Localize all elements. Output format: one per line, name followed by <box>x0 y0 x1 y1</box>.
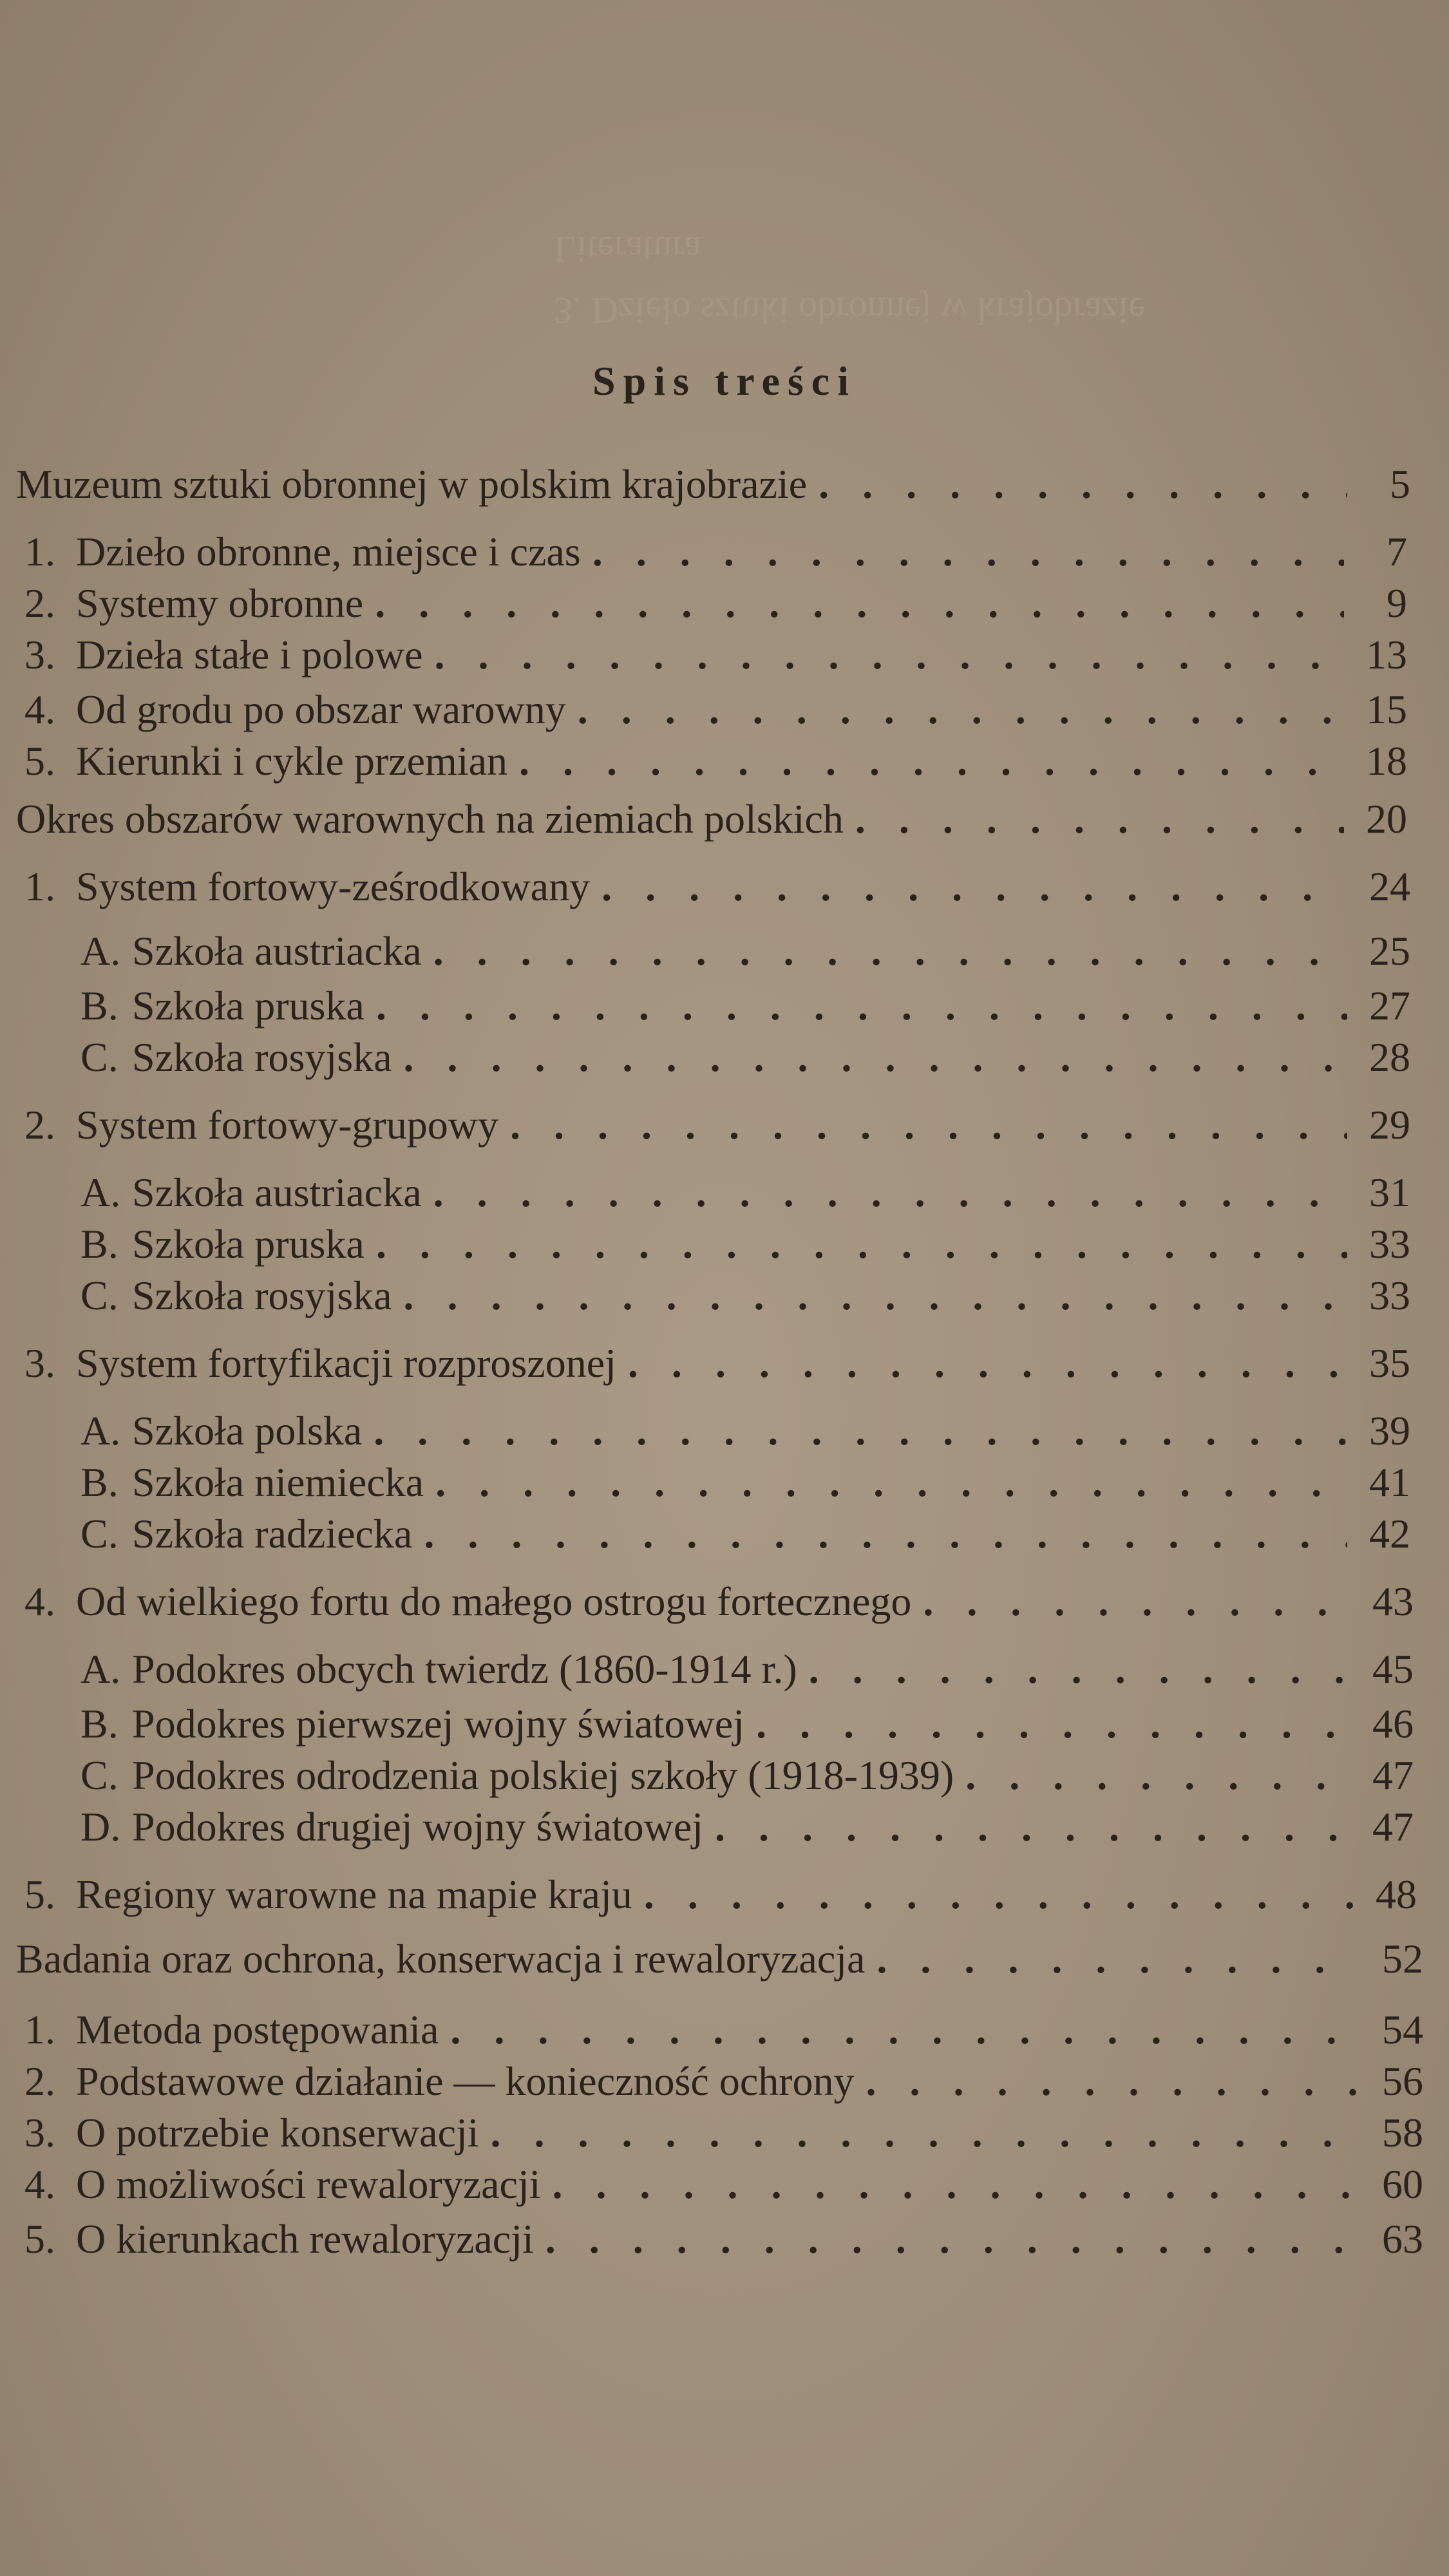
dot-leader <box>601 866 1347 907</box>
toc-entry-page-number: 25 <box>1369 928 1410 974</box>
bleed-line: 3. Dzieło sztuki obronnej w krajobrazie <box>554 290 1146 332</box>
dot-leader <box>404 1037 1348 1078</box>
toc-entry-number: A. <box>80 1170 121 1215</box>
toc-entry-title: Regiony warowne na mapie kraju <box>76 1871 632 1917</box>
dot-leader <box>756 1703 1350 1745</box>
dot-leader <box>923 1581 1350 1622</box>
toc-entry <box>24 1104 1410 1146</box>
toc-entry-page-number: 54 <box>1382 2007 1423 2052</box>
toc-entry-page-number: 9 <box>1387 580 1407 626</box>
toc-entry-page-number: 42 <box>1369 1511 1410 1557</box>
toc-entry-page-number: 47 <box>1372 1804 1414 1850</box>
toc-entry-title: Od grodu po obszar warowny <box>76 687 566 732</box>
toc-entry-page-number: 5 <box>1390 461 1410 507</box>
toc-entry-page-number: 18 <box>1366 738 1407 784</box>
toc-entry-number: B. <box>80 1459 118 1505</box>
toc-entry-title: Dzieła stałe i polowe <box>76 632 423 677</box>
toc-entry-title: System fortowy-grupowy <box>76 1102 498 1148</box>
toc-entry-title: Szkoła pruska <box>132 1221 365 1267</box>
toc-entry-number: 5. <box>24 738 55 784</box>
toc-entry-title: Szkoła austriacka <box>132 1170 422 1215</box>
toc-entry-title: Okres obszarów warownych na ziemiach polskich <box>16 796 844 842</box>
toc-entry <box>24 531 1407 573</box>
toc-entry-title: Podokres odrodzenia polskiej szkoły (1918-1939) <box>132 1752 954 1798</box>
toc-entry-page-number: 31 <box>1369 1170 1410 1215</box>
toc-entry-page-number: 63 <box>1382 2216 1423 2262</box>
toc-section-entry <box>16 796 1407 842</box>
toc-entry-page-number: 39 <box>1369 1408 1410 1454</box>
toc-entry-title: Podokres obcych twierdz (1860-1914 r.) <box>132 1646 797 1692</box>
toc-entry <box>80 1513 1410 1555</box>
toc-entry <box>80 1806 1414 1848</box>
dot-leader <box>450 2009 1360 2050</box>
toc-entry-page-number: 35 <box>1369 1340 1410 1386</box>
toc-entry <box>24 866 1410 907</box>
dot-leader <box>965 1755 1350 1796</box>
toc-entry-number: 2. <box>24 1102 55 1148</box>
toc-entry-title: Szkoła pruska <box>132 983 365 1028</box>
toc-entry-title: System fortowy-ześrodkowany <box>76 864 591 909</box>
toc-entry-page-number: 45 <box>1372 1646 1414 1692</box>
toc-entry-title: Podokres drugiej wojny światowej <box>132 1804 703 1850</box>
toc-entry-title: O kierunkach rewaloryzacji <box>76 2216 534 2262</box>
toc-entry-number: 1. <box>24 2007 55 2052</box>
dot-leader <box>376 1224 1347 1265</box>
dot-leader <box>578 689 1344 730</box>
toc-entry-page-number: 41 <box>1369 1459 1410 1505</box>
toc-entry-title: Muzeum sztuki obronnej w polskim krajobrazie <box>16 461 808 507</box>
toc-entry-title: Od wielkiego fortu do małego ostrogu fortecznego <box>76 1578 912 1624</box>
dot-leader <box>424 1513 1347 1555</box>
toc-entry <box>24 2112 1423 2154</box>
toc-entry-title: Dzieło obronne, miejsce i czas <box>76 529 581 574</box>
toc-entry <box>80 1275 1410 1316</box>
toc-entry-number: 5. <box>24 2216 55 2262</box>
toc-section-entry <box>16 461 1410 507</box>
toc-entry-number: 4. <box>24 2161 55 2207</box>
toc-entry-number: 3. <box>24 632 55 677</box>
toc-entry-page-number: 28 <box>1369 1034 1410 1080</box>
toc-entry-title: Podstawowe działanie — konieczność ochrony <box>76 2058 855 2104</box>
bleed-line: Literatura <box>554 229 701 270</box>
dot-leader <box>715 1806 1350 1848</box>
toc-entry-title: Podokres pierwszej wojny światowej <box>132 1701 744 1747</box>
toc-entry <box>24 2216 1423 2262</box>
toc-entry <box>24 2161 1423 2207</box>
toc-entry-page-number: 46 <box>1372 1701 1414 1747</box>
toc-entry-number: 3. <box>24 2110 55 2155</box>
toc-entry-page-number: 15 <box>1366 687 1407 732</box>
toc-entry-title: Szkoła rosyjska <box>132 1034 392 1080</box>
toc-entry-title: Kierunki i cykle przemian <box>76 738 507 784</box>
toc-entry-page-number: 56 <box>1382 2058 1423 2104</box>
toc-entry <box>24 689 1407 730</box>
toc-entry <box>80 1703 1414 1745</box>
dot-leader <box>628 1343 1347 1384</box>
dot-leader <box>433 1172 1347 1213</box>
toc-entry-title: Szkoła niemiecka <box>132 1459 424 1505</box>
toc-entry-page-number: 7 <box>1387 529 1407 574</box>
toc-entry <box>24 738 1407 784</box>
toc-entry <box>80 1221 1410 1267</box>
toc-entry <box>80 1752 1414 1798</box>
toc-entry-number: 2. <box>24 580 55 626</box>
toc-entry-number: 5. <box>24 1871 55 1917</box>
toc-entry <box>24 1871 1417 1917</box>
toc-entry <box>24 2009 1423 2050</box>
dot-leader <box>866 2061 1360 2102</box>
toc-entry-page-number: 47 <box>1372 1752 1414 1798</box>
dot-leader <box>855 799 1344 840</box>
toc-entry <box>24 634 1407 676</box>
page-title: Spis treści <box>592 358 857 404</box>
dot-leader <box>376 985 1347 1027</box>
dot-leader <box>876 1938 1360 1980</box>
toc-section-entry <box>16 1938 1423 1980</box>
toc-entry-number: A. <box>80 1646 121 1692</box>
toc-entry-number: C. <box>80 1273 118 1318</box>
dot-leader <box>644 1874 1354 1915</box>
toc-entry-number: 1. <box>24 529 55 574</box>
toc-entry-title: Systemy obronne <box>76 580 364 626</box>
dot-leader <box>510 1104 1347 1146</box>
toc-entry-page-number: 29 <box>1369 1102 1410 1148</box>
toc-entry-number: C. <box>80 1752 118 1798</box>
toc-entry-page-number: 13 <box>1366 632 1407 677</box>
toc-entry-page-number: 33 <box>1369 1273 1410 1318</box>
toc-entry <box>24 580 1407 626</box>
toc-entry-page-number: 48 <box>1376 1871 1417 1917</box>
toc-entry-title: O potrzebie konserwacji <box>76 2110 479 2155</box>
toc-entry-title: Szkoła polska <box>132 1408 363 1454</box>
toc-entry <box>80 1459 1410 1505</box>
toc-entry-page-number: 27 <box>1369 983 1410 1028</box>
dot-leader <box>809 1649 1350 1690</box>
toc-entry-page-number: 60 <box>1382 2161 1423 2207</box>
toc-entry <box>24 2058 1423 2104</box>
toc-entry-number: A. <box>80 1408 121 1454</box>
toc-entry-number: B. <box>80 1701 118 1747</box>
toc-entry-number: 1. <box>24 864 55 909</box>
toc-entry <box>24 1340 1410 1386</box>
toc-entry <box>80 928 1410 974</box>
toc-entry <box>80 1034 1410 1080</box>
dot-leader <box>374 1410 1347 1452</box>
dot-leader <box>592 531 1344 573</box>
toc-entry-number: B. <box>80 983 118 1028</box>
toc-entry-title: Metoda postępowania <box>76 2007 439 2052</box>
toc-entry <box>80 1172 1410 1213</box>
toc-entry-page-number: 33 <box>1369 1221 1410 1267</box>
dot-leader <box>545 2219 1360 2260</box>
toc-entry-number: C. <box>80 1034 118 1080</box>
toc-entry-number: 3. <box>24 1340 55 1386</box>
toc-entry <box>80 985 1410 1027</box>
toc-entry-number: A. <box>80 928 121 974</box>
toc-entry-page-number: 52 <box>1382 1936 1423 1982</box>
toc-entry-number: C. <box>80 1511 118 1557</box>
dot-leader <box>433 931 1347 972</box>
dot-leader <box>491 2112 1360 2154</box>
toc-entry-number: 2. <box>24 2058 55 2104</box>
toc-entry-title: Szkoła rosyjska <box>132 1273 392 1318</box>
toc-entry-page-number: 43 <box>1372 1578 1414 1624</box>
dot-leader <box>404 1275 1348 1316</box>
toc-entry-title: Badania oraz ochrona, konserwacja i rewaloryzacja <box>16 1936 866 1982</box>
toc-entry <box>80 1646 1414 1692</box>
dot-leader <box>819 464 1347 505</box>
toc-entry-title: System fortyfikacji rozproszonej <box>76 1340 616 1386</box>
toc-entry-title: Szkoła radziecka <box>132 1511 413 1557</box>
toc-entry <box>24 1578 1414 1624</box>
toc-entry-number: 4. <box>24 687 55 732</box>
toc-entry <box>80 1410 1410 1452</box>
toc-entry-number: 4. <box>24 1578 55 1624</box>
toc-entry-page-number: 20 <box>1366 796 1407 842</box>
toc-entry-title: Szkoła austriacka <box>132 928 422 974</box>
dot-leader <box>375 583 1344 624</box>
toc-entry-page-number: 24 <box>1369 864 1410 909</box>
toc-entry-page-number: 58 <box>1382 2110 1423 2155</box>
toc-entry-number: B. <box>80 1221 118 1267</box>
dot-leader <box>434 634 1344 676</box>
dot-leader <box>553 2164 1361 2205</box>
dot-leader <box>519 741 1344 782</box>
toc-entry-title: O możliwości rewaloryzacji <box>76 2161 541 2207</box>
dot-leader <box>435 1462 1347 1503</box>
toc-entry-number: D. <box>80 1804 121 1850</box>
